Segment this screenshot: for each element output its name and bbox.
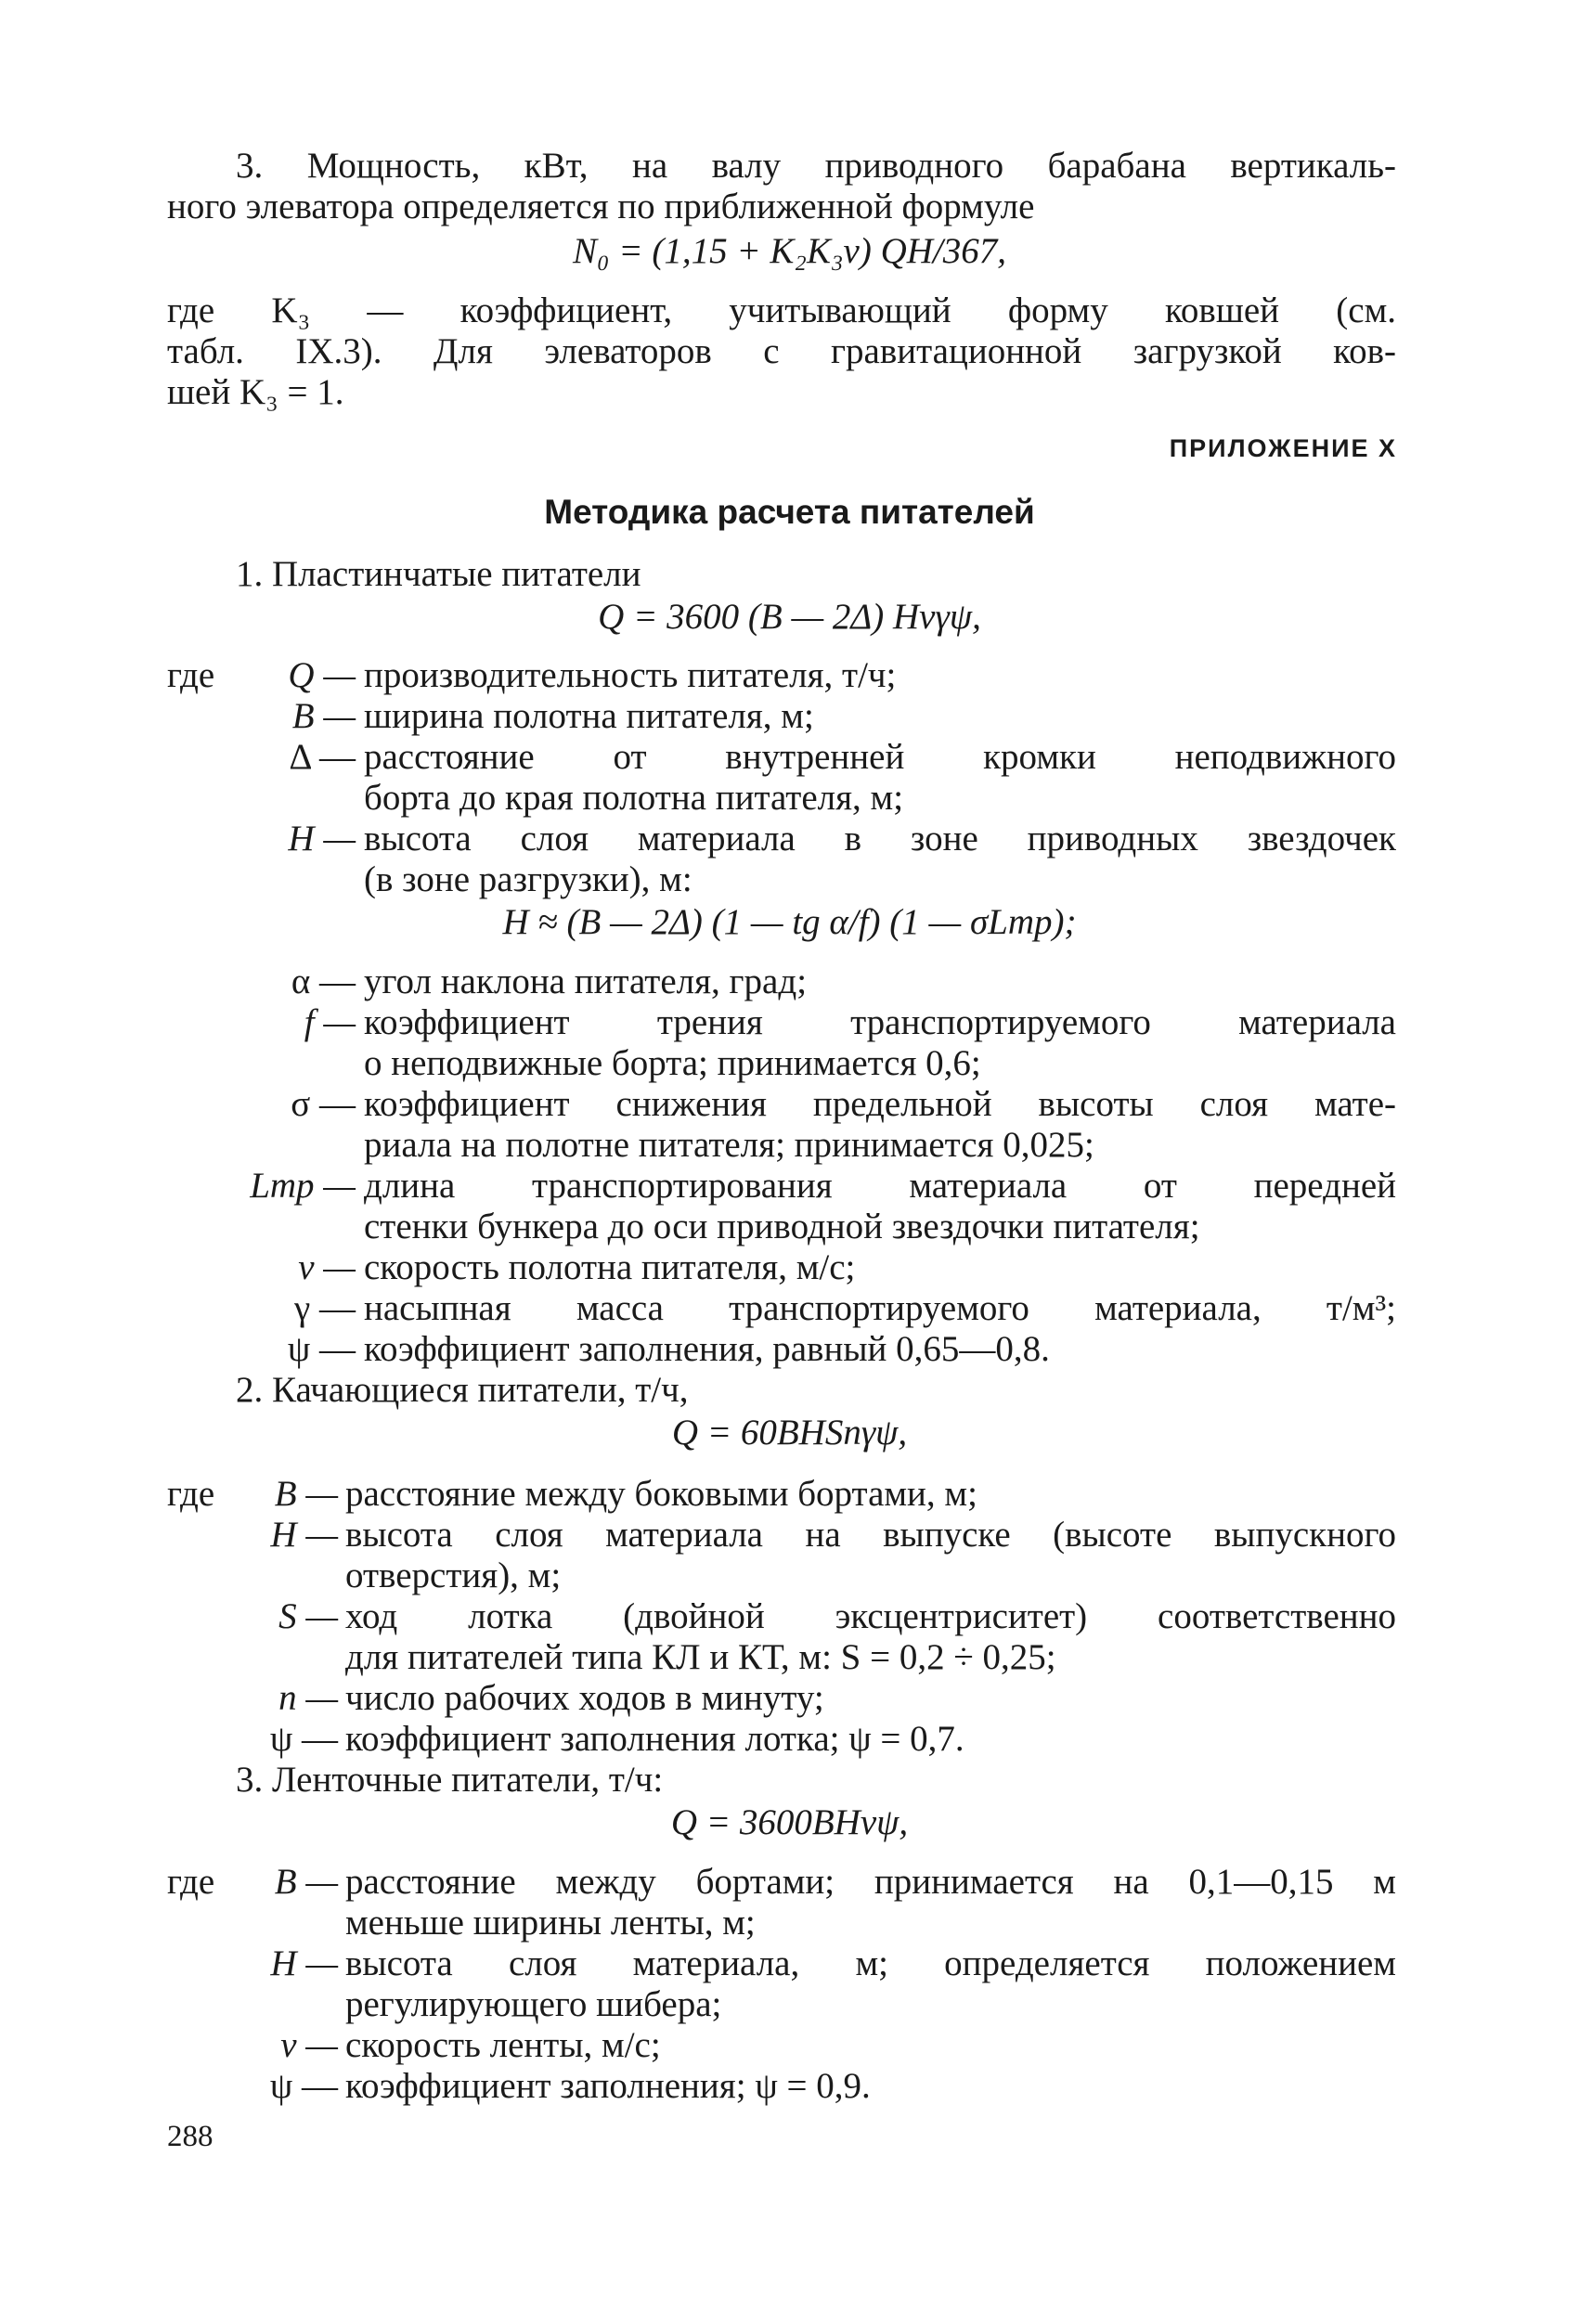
- plate-sym-f: f —: [304, 1002, 356, 1042]
- swing-where: где: [167, 1474, 215, 1514]
- plate-def-delta-1: расстояние от внутренней кромки неподвижного: [364, 737, 1396, 777]
- plate-def-h-1: высота слоя материала в зоне приводных звездочек: [364, 819, 1396, 859]
- plate-sym-v: v —: [298, 1247, 356, 1287]
- plate-def-f-1: коэффициент трения транспортируемого материала: [364, 1002, 1396, 1042]
- plate-sym-q: Q —: [288, 655, 356, 695]
- swing-def-s-2: для питателей типа КЛ и КТ, м: S = 0,2 ÷ 0,25;: [345, 1637, 1056, 1677]
- swing-def-h-2: отверстия), м;: [345, 1556, 562, 1595]
- page-number: 288: [167, 2120, 214, 2153]
- plate-def-v: скорость полотна питателя, м/с;: [364, 1247, 856, 1287]
- plate-def-f-2: о неподвижные борта; принимается 0,6;: [364, 1043, 981, 1083]
- belt-sym-h: H —: [270, 1943, 338, 1983]
- plate-formula: Q = 3600 (B — 2Δ) Hvγψ,: [598, 597, 981, 637]
- intro-line-5: шей K₃ = 1.: [167, 372, 344, 412]
- plate-sym-b: B —: [291, 696, 356, 736]
- swing-def-h-1: высота слоя материала на выпуске (высоте выпускного: [345, 1515, 1396, 1555]
- plate-sym-gamma: γ —: [294, 1288, 356, 1328]
- plate-sym-delta: Δ —: [289, 737, 356, 777]
- plate-def-delta-2: борта до края полотна питателя, м;: [364, 778, 904, 818]
- plate-def-sigma-1: коэффициент снижения предельной высоты слоя мате-: [364, 1084, 1396, 1124]
- belt-sym-psi: ψ —: [269, 2066, 338, 2106]
- swing-sym-n: n —: [278, 1678, 338, 1718]
- swing-formula: Q = 60BHSnγψ,: [671, 1413, 908, 1452]
- belt-def-v: скорость ленты, м/с;: [345, 2025, 661, 2065]
- plate-def-psi: коэффициент заполнения, равный 0,65—0,8.: [364, 1329, 1050, 1369]
- swing-def-s-1: ход лотка (двойной эксцентриситет) соответственно: [345, 1596, 1396, 1636]
- belt-def-h-1: высота слоя материала, м; определяется положением: [345, 1943, 1396, 1983]
- swing-sym-b: B —: [274, 1474, 338, 1514]
- swing-def-n: число рабочих ходов в минуту;: [345, 1678, 824, 1718]
- swing-def-b: расстояние между боковыми бортами, м;: [345, 1474, 977, 1514]
- intro-line-2: ного элеватора определяется по приближенной формуле: [167, 187, 1035, 226]
- swing-sym-psi: ψ —: [269, 1719, 338, 1759]
- intro-line-3: где K₃ — коэффициент, учитывающий форму ковшей (см.: [167, 290, 1396, 330]
- plate-def-ltr-2: стенки бункера до оси приводной звездочки питателя;: [364, 1207, 1200, 1246]
- plate-sym-alpha: α —: [291, 962, 356, 1001]
- appendix-label: ПРИЛОЖЕНИЕ X: [1169, 434, 1397, 462]
- plate-def-q: производительность питателя, т/ч;: [364, 655, 897, 695]
- belt-def-h-2: регулирующего шибера;: [345, 1984, 722, 2024]
- plate-def-gamma: насыпная масса транспортируемого материала, т/м³;: [364, 1288, 1396, 1328]
- plate-def-b: ширина полотна питателя, м;: [364, 696, 814, 736]
- plate-subformula-h: H ≈ (B — 2Δ) (1 — tg α/f) (1 — σLтр);: [502, 902, 1077, 942]
- plate-sym-sigma: σ —: [291, 1084, 356, 1124]
- belt-def-psi: коэффициент заполнения; ψ = 0,9.: [345, 2066, 871, 2106]
- belt-heading: 3. Ленточные питатели, т/ч:: [236, 1760, 664, 1800]
- plate-sym-psi: ψ —: [287, 1329, 356, 1369]
- swing-def-psi: коэффициент заполнения лотка; ψ = 0,7.: [345, 1719, 964, 1759]
- plate-where: где: [167, 655, 215, 695]
- swing-sym-s: S —: [278, 1596, 338, 1636]
- belt-formula: Q = 3600BHvψ,: [670, 1802, 909, 1842]
- belt-def-b-2: меньше ширины ленты, м;: [345, 1903, 756, 1943]
- swing-heading: 2. Качающиеся питатели, т/ч,: [236, 1370, 689, 1410]
- appendix-title: Методика расчета питателей: [544, 493, 1035, 531]
- plate-def-ltr-1: длина транспортирования материала от передней: [364, 1166, 1396, 1206]
- plate-sym-ltr: Lтр —: [250, 1166, 356, 1206]
- belt-def-b-1: расстояние между бортами; принимается на 0,1—0,15 м: [345, 1862, 1396, 1902]
- plate-def-sigma-2: риала на полотне питателя; принимается 0,025;: [364, 1125, 1094, 1165]
- belt-sym-b: B —: [274, 1862, 338, 1902]
- plate-sym-h: H —: [288, 819, 356, 859]
- intro-line-1: 3. Мощность, кВт, на валу приводного барабана вертикаль-: [236, 146, 1396, 186]
- belt-sym-v: v —: [280, 2025, 338, 2065]
- intro-line-4: табл. IX.3). Для элеваторов с гравитационной загрузкой ков-: [167, 331, 1396, 371]
- plate-def-alpha: угол наклона питателя, град;: [364, 962, 808, 1001]
- belt-where: где: [167, 1862, 215, 1902]
- plate-heading: 1. Пластинчатые питатели: [236, 554, 641, 594]
- swing-sym-h: H —: [270, 1515, 338, 1555]
- formula-power: N₀ = (1,15 + K₂K₃v) QH/367,: [572, 231, 1007, 271]
- plate-def-h-2: (в зоне разгрузки), м:: [364, 859, 692, 899]
